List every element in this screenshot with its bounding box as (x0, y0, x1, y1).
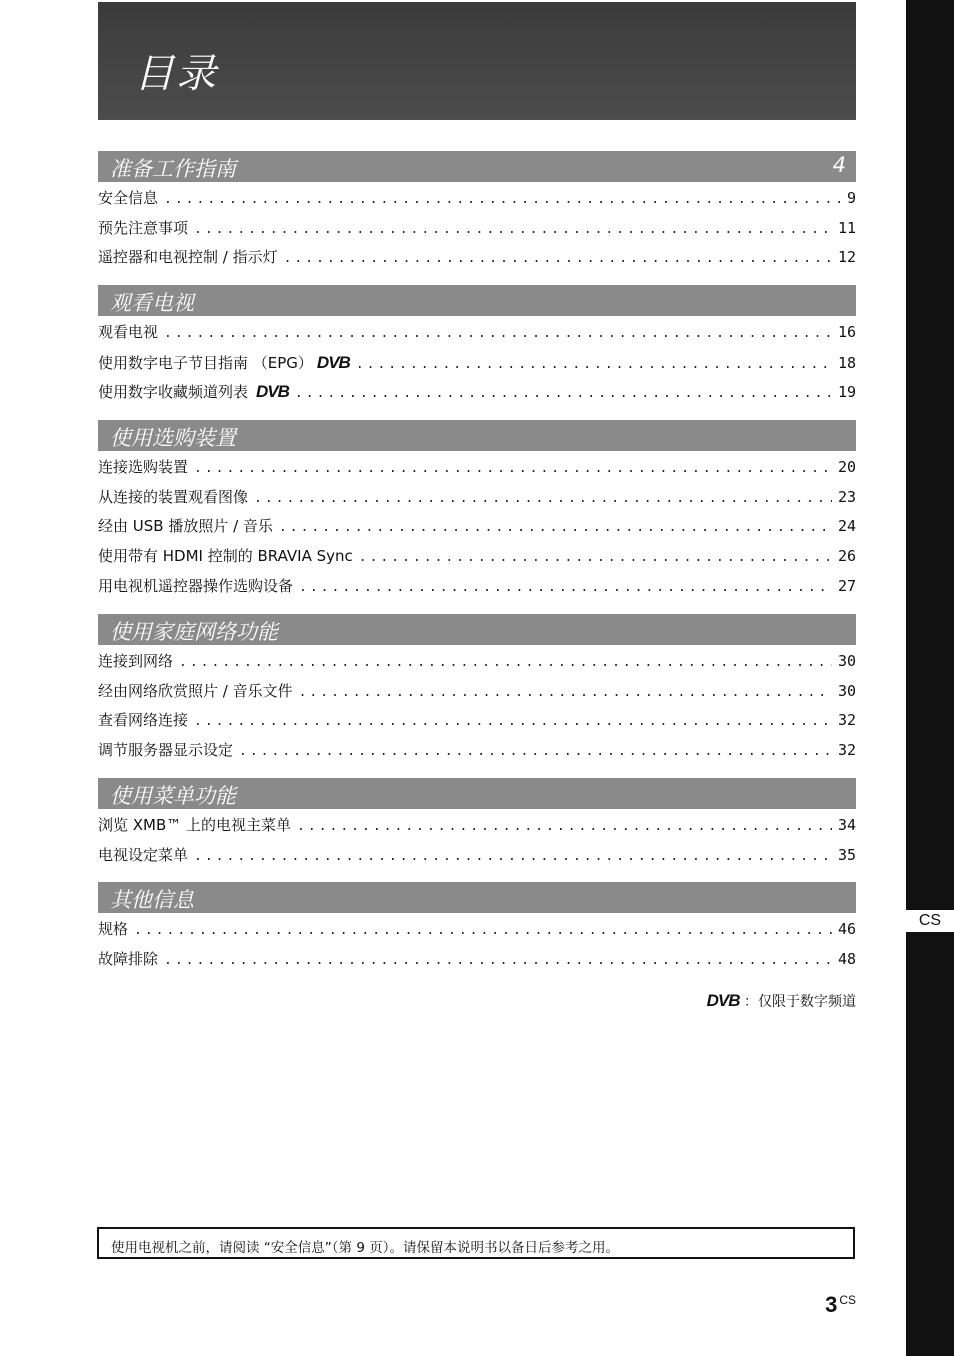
toc-entry-label: 用电视机遥控器操作选购设备 (98, 576, 294, 595)
section-title: 使用选购装置 (110, 426, 236, 450)
dot-leader (279, 513, 832, 543)
toc-entry-xmb-menu[interactable] (98, 811, 856, 841)
safety-notice-box (97, 1227, 855, 1259)
toc-entry-page: 19 (837, 383, 856, 402)
toc-entry-label: 使用带有 HDMI 控制的 BRAVIA Sync (98, 547, 353, 566)
language-tab (906, 909, 954, 933)
toc-entry-page: 30 (837, 681, 856, 700)
toc-entry-page: 9 (846, 189, 856, 207)
toc-entry-specifications[interactable] (98, 915, 856, 945)
section-title: 准备工作指南 (110, 157, 236, 181)
toc-entry-bravia-sync[interactable] (98, 542, 856, 572)
language-tab-label: CS (918, 912, 942, 929)
toc-entry-check-network[interactable] (98, 706, 856, 736)
toc-entry-remote-operation[interactable] (98, 572, 856, 602)
section-header (98, 778, 856, 809)
dvb-logo-icon: DVB (706, 991, 740, 1010)
toc-entry-page: 16 (837, 323, 856, 341)
dot-leader (284, 244, 832, 274)
toc-entry-remote-controls[interactable] (98, 243, 856, 273)
dvb-logo-icon: DVB (316, 352, 350, 372)
toc-entry-safety[interactable] (98, 184, 856, 214)
toc-entry-page: 27 (837, 576, 856, 595)
toc-entry-page: 23 (837, 487, 856, 506)
section-header (98, 151, 856, 182)
toc-entry-page: 48 (837, 949, 856, 968)
section-header (98, 882, 856, 913)
toc-entry-label: 查看网络连接 (98, 711, 189, 730)
section-other-info (98, 882, 856, 974)
toc-entry-page: 35 (837, 845, 856, 864)
dvb-legend (703, 991, 856, 1011)
section-header (98, 420, 856, 451)
toc-entry-page: 30 (837, 652, 856, 670)
toc-entry-page: 46 (837, 920, 856, 938)
toc-entry-page: 12 (837, 248, 856, 267)
toc-entry-page: 24 (837, 517, 856, 536)
toc-entry-label: 使用数字电子节目指南 （EPG） (98, 353, 313, 372)
page-number-suffix: CS (839, 1293, 856, 1307)
dot-leader (164, 185, 841, 215)
toc-entry-page: 18 (837, 353, 856, 372)
page-number (825, 1292, 856, 1318)
toc-entry-label: 故障排除 (98, 949, 159, 968)
dot-leader (194, 454, 832, 484)
section-menu-functions (98, 778, 856, 870)
section-header (98, 285, 856, 316)
toc-entry-label: 电视设定菜单 (98, 845, 189, 864)
dot-leader (359, 543, 832, 573)
section-title: 使用家庭网络功能 (110, 620, 278, 644)
dot-leader (194, 842, 832, 872)
dot-leader (299, 678, 832, 708)
dot-leader (194, 707, 832, 737)
dot-leader (299, 573, 832, 603)
toc-entry-label: 连接到网络 (98, 652, 174, 670)
dot-leader (295, 379, 832, 409)
section-preparation (98, 151, 856, 273)
toc-entry-page: 34 (837, 816, 856, 834)
page-number-value: 3 (825, 1292, 838, 1317)
dot-leader (254, 484, 832, 514)
dot-leader (239, 737, 832, 767)
side-bar (906, 0, 954, 1356)
toc-entry-label: 从连接的装置观看图像 (98, 487, 249, 506)
dot-leader (164, 946, 832, 976)
section-header (98, 614, 856, 645)
toc-entry-label: 调节服务器显示设定 (98, 741, 234, 760)
toc-entry-viewing-images[interactable] (98, 483, 856, 513)
dot-leader (356, 350, 832, 380)
toc-entry-epg[interactable] (98, 348, 856, 378)
toc-entry-page: 20 (837, 458, 856, 476)
toc-entry-label: 安全信息 (98, 189, 159, 207)
toc-entry-label: 使用数字收藏频道列表 (98, 383, 249, 402)
toc-entry-label: 经由网络欣赏照片 / 音乐文件 (98, 681, 293, 700)
toc-entry-tv-settings[interactable] (98, 841, 856, 871)
toc-entry-network-media[interactable] (98, 677, 856, 707)
toc-entry-label: 观看电视 (98, 323, 159, 341)
toc-entry-label: 遥控器和电视控制 / 指示灯 (98, 248, 278, 267)
dot-leader (297, 812, 832, 842)
toc-entry-page: 32 (837, 711, 856, 730)
dvb-legend-text: ：仅限于数字频道 (744, 994, 856, 1010)
toc-entry-troubleshooting[interactable] (98, 945, 856, 975)
dot-leader (194, 215, 832, 245)
toc-entry-watching-tv[interactable] (98, 318, 856, 348)
section-title: 其他信息 (110, 888, 194, 912)
section-page: 4 (832, 153, 846, 177)
toc-entry-connect-network[interactable] (98, 647, 856, 677)
toc-entry-favourites[interactable] (98, 377, 856, 407)
toc-entry-connecting[interactable] (98, 453, 856, 483)
toc-entry-precautions[interactable] (98, 214, 856, 244)
dot-leader (134, 916, 832, 946)
dot-leader (164, 319, 832, 349)
dvb-logo-icon: DVB (256, 382, 289, 402)
toc-entry-label: 规格 (98, 920, 129, 938)
toc-entry-label: 经由 USB 播放照片 / 音乐 (98, 517, 273, 536)
section-optional-equipment (98, 420, 856, 601)
toc-entry-label: 浏览 XMB™ 上的电视主菜单 (98, 816, 292, 834)
toc-entry-page: 11 (837, 218, 856, 237)
section-title: 观看电视 (110, 291, 194, 315)
section-title: 使用菜单功能 (110, 784, 236, 808)
page-title: 目录 (134, 51, 218, 97)
toc-entry-server-display[interactable] (98, 736, 856, 766)
toc-entry-label: 连接选购装置 (98, 458, 189, 476)
section-home-network (98, 614, 856, 766)
header-band (98, 2, 856, 120)
section-watching-tv (98, 285, 856, 407)
safety-notice-text: 使用电视机之前，请阅读 “安全信息”（第 9 页）。请保留本说明书以备日后参考之用。 (111, 1240, 619, 1256)
toc-entry-usb[interactable] (98, 512, 856, 542)
toc-entry-label: 预先注意事项 (98, 218, 189, 237)
toc-entry-page: 32 (837, 741, 856, 760)
dot-leader (179, 648, 832, 678)
toc-entry-page: 26 (837, 547, 856, 566)
